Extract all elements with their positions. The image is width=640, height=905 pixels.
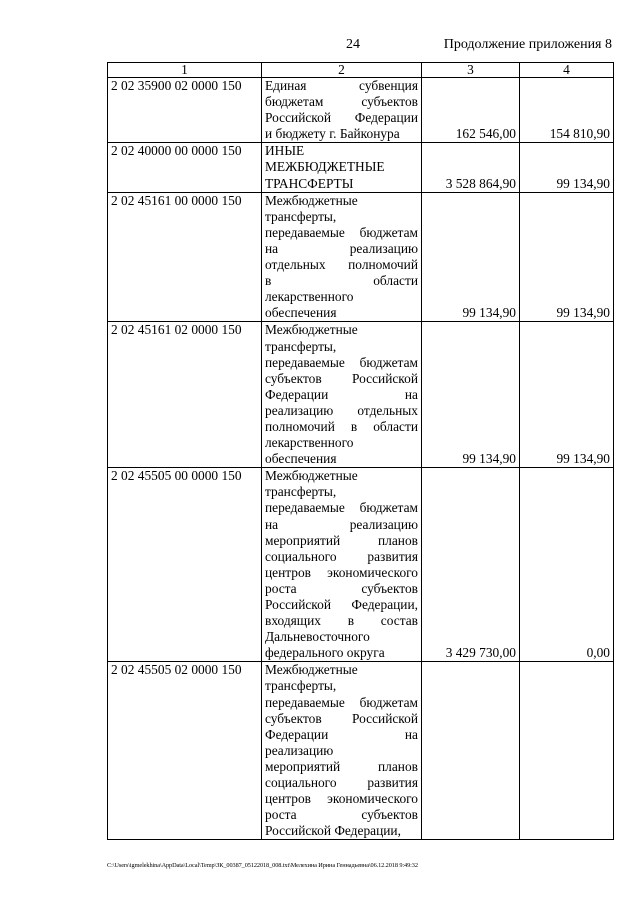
description [262,322,422,468]
description-line: МЕЖБЮДЖЕТНЫЕ [265,159,385,175]
table-row [108,192,614,322]
budget-code: 2 02 35900 02 0000 150 [108,78,262,143]
column-header-1: 1 [108,63,262,78]
budget-code: 2 02 45161 00 0000 150 [108,192,262,322]
description-line: реализацию отдельных [265,402,418,418]
table-row [108,143,614,192]
description-line: передаваемые бюджетам [265,694,418,710]
table-row [108,468,614,662]
description-line: отдельных полномочий [265,257,418,273]
description-line: на реализацию [265,240,418,256]
description-line: обеспечения [265,451,337,467]
description [262,468,422,662]
table-row [108,78,614,143]
file-path-footer: C:\Users\igmelekhina\AppData\Local\Temp\ЗК_00387_05122018_008.txt\Мелехина Ирина Геннадьевна\06.12.2018 9:49:32 [107,862,418,869]
description-line: центров экономического [265,564,418,580]
description-line: Межбюджетные [265,468,358,484]
description-line: и бюджету г. Байконура [265,126,400,142]
continuation-label: Продолжение приложения 8 [443,37,612,52]
description-line: субъектов Российской [265,370,418,386]
description-line: трансферты, [265,678,337,694]
description-line: на реализацию [265,516,418,532]
column-header-3: 3 [422,63,520,78]
description-line: мероприятий планов [265,532,418,548]
description-line: трансферты, [265,208,337,224]
amount-column-3: 3 429 730,00 [422,468,520,662]
description-line: Единая субвенция [265,78,418,93]
description [262,143,422,192]
description-line: роста субъектов [265,580,418,596]
description-line: роста субъектов [265,807,418,823]
description-line: ТРАНСФЕРТЫ [265,175,354,191]
amount-column-4: 99 134,90 [520,143,614,192]
table-row [108,322,614,468]
description-line: Межбюджетные [265,662,358,678]
amount-column-3: 99 134,90 [422,192,520,322]
description-line: Российской Федерации [265,110,418,126]
amount-column-3: 3 528 864,90 [422,143,520,192]
amount-column-3 [422,662,520,840]
description-line: центров экономического [265,791,418,807]
description-line: передаваемые бюджетам [265,224,418,240]
description [262,662,422,840]
budget-code: 2 02 45161 02 0000 150 [108,322,262,468]
description-line: федерального округа [265,645,385,661]
description-line: лекарственного [265,289,354,305]
amount-column-3: 99 134,90 [422,322,520,468]
description [262,78,422,143]
description-line: в области [265,273,418,289]
description-line: Федерации на [265,726,418,742]
column-header-2: 2 [262,63,422,78]
description-line: лекарственного [265,435,354,451]
description-line: социального развития [265,548,418,564]
page-number: 24 [346,37,360,52]
description-line: социального развития [265,775,418,791]
column-header-4: 4 [520,63,614,78]
description-line: ИНЫЕ [265,143,305,159]
description-line: бюджетам субъектов [265,94,418,110]
amount-column-3: 162 546,00 [422,78,520,143]
amount-column-4: 154 810,90 [520,78,614,143]
budget-code: 2 02 40000 00 0000 150 [108,143,262,192]
description-line: Межбюджетные [265,192,358,208]
amount-column-4: 0,00 [520,468,614,662]
budget-table [107,62,614,840]
description-line: передаваемые бюджетам [265,354,418,370]
description-line: входящих в состав [265,613,418,629]
description-line: передаваемые бюджетам [265,500,418,516]
description-line: реализацию [265,742,334,758]
table-row [108,662,614,840]
description [262,192,422,322]
description-line: трансферты, [265,338,337,354]
description-line: Межбюджетные [265,322,358,338]
description-line: мероприятий планов [265,758,418,774]
description-line: Дальневосточного [265,629,370,645]
description-line: субъектов Российской [265,710,418,726]
description-line: Федерации на [265,386,418,402]
amount-column-4 [520,662,614,840]
description-line: трансферты, [265,484,337,500]
description-line: Российской Федерации, [265,823,401,839]
amount-column-4: 99 134,90 [520,192,614,322]
description-line: Российской Федерации, [265,597,418,612]
budget-code: 2 02 45505 02 0000 150 [108,662,262,840]
table-header-row [108,63,614,78]
budget-code: 2 02 45505 00 0000 150 [108,468,262,662]
amount-column-4: 99 134,90 [520,322,614,468]
description-line: полномочий в области [265,418,418,434]
description-line: обеспечения [265,305,337,321]
